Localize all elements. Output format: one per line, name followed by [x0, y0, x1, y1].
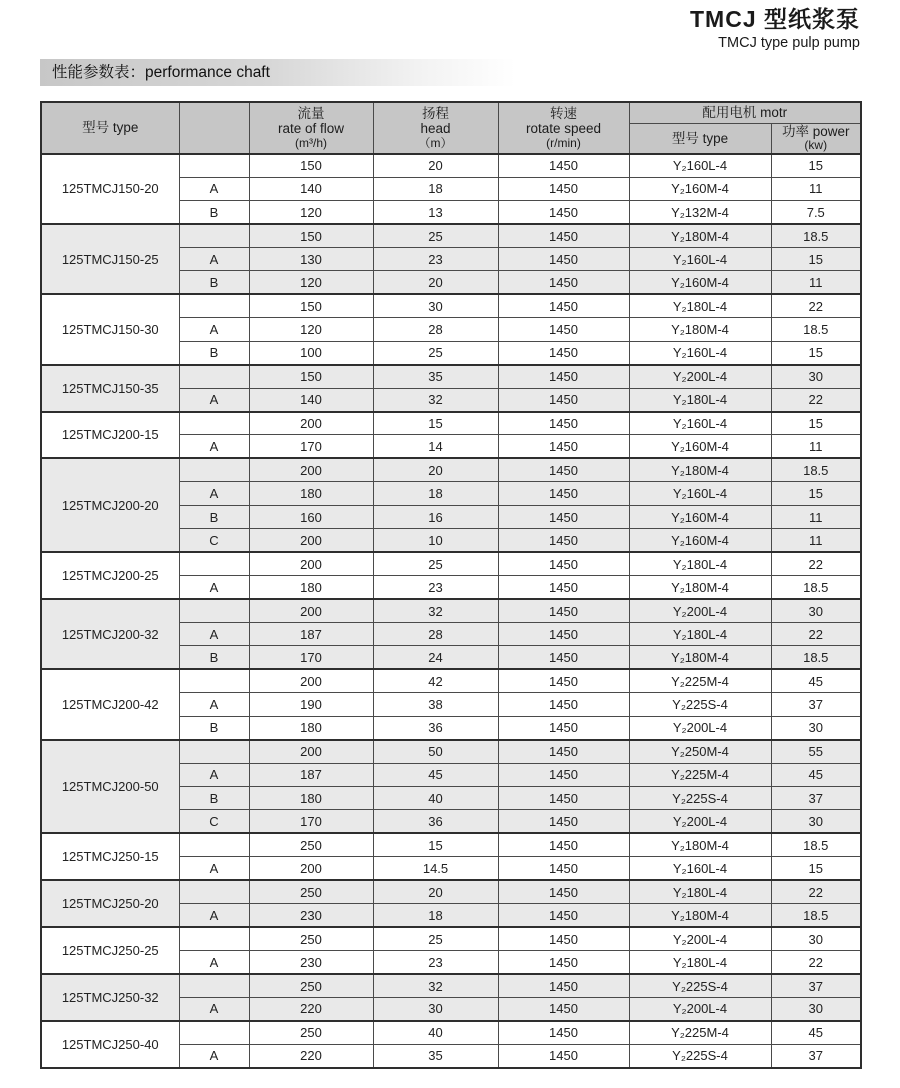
variant-cell: C	[179, 810, 249, 833]
motor-model-cell: Y₂225M-4	[629, 669, 771, 692]
speed-cell: 1450	[498, 1021, 629, 1044]
motor-model-cell: Y₂132M-4	[629, 201, 771, 224]
speed-cell: 1450	[498, 294, 629, 317]
speed-header-unit: (r/min)	[546, 135, 581, 150]
table-row	[41, 833, 861, 856]
power-cell: 22	[771, 552, 861, 575]
model-cell: 125TMCJ200-50	[41, 740, 179, 834]
page-header	[40, 6, 860, 52]
speed-cell: 1450	[498, 833, 629, 856]
speed-cell: 1450	[498, 880, 629, 903]
power-cell: 11	[771, 177, 861, 200]
motor-model-cell: Y₂200L-4	[629, 810, 771, 833]
speed-cell: 1450	[498, 599, 629, 622]
variant-cell	[179, 833, 249, 856]
head-header-cn: 扬程	[422, 106, 449, 122]
flow-cell: 120	[249, 271, 373, 294]
variant-cell	[179, 224, 249, 247]
head-cell: 25	[373, 341, 498, 364]
head-cell: 18	[373, 482, 498, 505]
motor-model-cell: Y₂180M-4	[629, 318, 771, 341]
variant-cell: B	[179, 716, 249, 739]
flow-header-unit: (m³/h)	[295, 135, 327, 150]
speed-cell: 1450	[498, 622, 629, 645]
head-cell: 40	[373, 787, 498, 810]
page-subtitle: TMCJ type pulp pump	[718, 34, 860, 51]
flow-cell: 187	[249, 622, 373, 645]
flow-cell: 160	[249, 505, 373, 528]
power-cell: 15	[771, 857, 861, 880]
power-cell: 37	[771, 974, 861, 997]
head-cell: 36	[373, 810, 498, 833]
variant-cell: C	[179, 529, 249, 552]
motor-model-cell: Y₂160L-4	[629, 341, 771, 364]
power-cell: 11	[771, 271, 861, 294]
motor-model-cell: Y₂160L-4	[629, 857, 771, 880]
variant-cell	[179, 599, 249, 622]
speed-cell: 1450	[498, 505, 629, 528]
model-cell: 125TMCJ150-20	[41, 154, 179, 224]
variant-cell	[179, 740, 249, 763]
speed-header-cn: 转速	[550, 106, 577, 122]
head-cell: 42	[373, 669, 498, 692]
power-cell: 30	[771, 716, 861, 739]
variant-cell	[179, 1021, 249, 1044]
variant-cell	[179, 669, 249, 692]
variant-cell: A	[179, 318, 249, 341]
power-cell: 11	[771, 505, 861, 528]
speed-cell: 1450	[498, 951, 629, 974]
head-cell: 20	[373, 271, 498, 294]
motor-model-cell: Y₂180L-4	[629, 951, 771, 974]
motor-model-cell: Y₂180L-4	[629, 552, 771, 575]
motor-model-cell: Y₂180L-4	[629, 880, 771, 903]
head-cell: 18	[373, 904, 498, 927]
variant-cell	[179, 974, 249, 997]
head-cell: 38	[373, 693, 498, 716]
power-cell: 45	[771, 669, 861, 692]
motor-model-cell: Y₂160M-4	[629, 435, 771, 458]
speed-cell: 1450	[498, 318, 629, 341]
head-cell: 50	[373, 740, 498, 763]
variant-cell: B	[179, 271, 249, 294]
motor-model-cell: Y₂200L-4	[629, 927, 771, 950]
head-cell: 25	[373, 552, 498, 575]
variant-cell: A	[179, 576, 249, 599]
head-header-unit: （m）	[418, 135, 453, 150]
speed-cell: 1450	[498, 341, 629, 364]
flow-cell: 120	[249, 318, 373, 341]
table-row	[41, 880, 861, 903]
table-row	[41, 412, 861, 435]
head-cell: 30	[373, 997, 498, 1020]
flow-cell: 190	[249, 693, 373, 716]
col-header-flow	[249, 102, 373, 154]
head-cell: 20	[373, 458, 498, 481]
power-cell: 30	[771, 997, 861, 1020]
speed-cell: 1450	[498, 763, 629, 786]
motor-model-cell: Y₂160L-4	[629, 247, 771, 270]
head-cell: 36	[373, 716, 498, 739]
motor-model-cell: Y₂200L-4	[629, 716, 771, 739]
table-row	[41, 599, 861, 622]
head-cell: 20	[373, 880, 498, 903]
variant-cell: A	[179, 904, 249, 927]
flow-cell: 200	[249, 529, 373, 552]
flow-header-en: rate of flow	[277, 121, 345, 137]
motor-model-cell: Y₂180L-4	[629, 294, 771, 317]
model-cell: 125TMCJ200-20	[41, 458, 179, 552]
col-header-speed	[498, 102, 629, 154]
motor-model-cell: Y₂180L-4	[629, 622, 771, 645]
speed-cell: 1450	[498, 388, 629, 411]
speed-cell: 1450	[498, 716, 629, 739]
flow-cell: 250	[249, 974, 373, 997]
motor-model-cell: Y₂200L-4	[629, 365, 771, 388]
table-row	[41, 458, 861, 481]
flow-cell: 200	[249, 669, 373, 692]
power-cell: 18.5	[771, 646, 861, 669]
motor-power-unit: (kw)	[804, 137, 828, 152]
flow-cell: 150	[249, 154, 373, 177]
speed-cell: 1450	[498, 435, 629, 458]
head-cell: 10	[373, 529, 498, 552]
speed-cell: 1450	[498, 740, 629, 763]
variant-cell: A	[179, 857, 249, 880]
flow-cell: 250	[249, 880, 373, 903]
speed-cell: 1450	[498, 458, 629, 481]
power-cell: 11	[771, 529, 861, 552]
speed-cell: 1450	[498, 576, 629, 599]
model-cell: 125TMCJ200-32	[41, 599, 179, 669]
power-cell: 30	[771, 365, 861, 388]
variant-cell	[179, 294, 249, 317]
power-cell: 55	[771, 740, 861, 763]
head-cell: 32	[373, 599, 498, 622]
speed-cell: 1450	[498, 247, 629, 270]
motor-model-cell: Y₂160M-4	[629, 505, 771, 528]
power-cell: 18.5	[771, 576, 861, 599]
col-header-variant	[179, 102, 249, 154]
speed-header-en: rotate speed	[525, 121, 602, 137]
model-cell: 125TMCJ200-25	[41, 552, 179, 599]
head-cell: 23	[373, 951, 498, 974]
flow-cell: 200	[249, 599, 373, 622]
speed-cell: 1450	[498, 997, 629, 1020]
flow-cell: 200	[249, 458, 373, 481]
variant-cell	[179, 927, 249, 950]
speed-cell: 1450	[498, 201, 629, 224]
speed-cell: 1450	[498, 271, 629, 294]
flow-cell: 200	[249, 412, 373, 435]
model-cell: 125TMCJ150-35	[41, 365, 179, 412]
variant-cell: A	[179, 622, 249, 645]
flow-cell: 230	[249, 951, 373, 974]
table-row	[41, 740, 861, 763]
head-cell: 23	[373, 247, 498, 270]
head-cell: 30	[373, 294, 498, 317]
speed-cell: 1450	[498, 482, 629, 505]
variant-cell	[179, 880, 249, 903]
flow-cell: 220	[249, 997, 373, 1020]
motor-model-cell: Y₂180M-4	[629, 458, 771, 481]
model-cell: 125TMCJ200-15	[41, 412, 179, 459]
variant-cell: A	[179, 693, 249, 716]
flow-cell: 200	[249, 552, 373, 575]
flow-cell: 180	[249, 576, 373, 599]
flow-cell: 100	[249, 341, 373, 364]
head-cell: 14.5	[373, 857, 498, 880]
model-cell: 125TMCJ250-15	[41, 833, 179, 880]
variant-cell: A	[179, 997, 249, 1020]
flow-cell: 140	[249, 177, 373, 200]
motor-model-cell: Y₂160M-4	[629, 271, 771, 294]
head-cell: 15	[373, 833, 498, 856]
motor-model-cell: Y₂200L-4	[629, 599, 771, 622]
model-cell: 125TMCJ150-25	[41, 224, 179, 294]
power-cell: 18.5	[771, 224, 861, 247]
head-cell: 23	[373, 576, 498, 599]
head-cell: 18	[373, 177, 498, 200]
power-cell: 7.5	[771, 201, 861, 224]
head-cell: 13	[373, 201, 498, 224]
head-cell: 35	[373, 1044, 498, 1067]
variant-cell	[179, 412, 249, 435]
model-cell: 125TMCJ250-20	[41, 880, 179, 927]
performance-table-body	[41, 154, 861, 1068]
speed-cell: 1450	[498, 552, 629, 575]
speed-cell: 1450	[498, 857, 629, 880]
variant-cell: B	[179, 787, 249, 810]
speed-cell: 1450	[498, 974, 629, 997]
speed-cell: 1450	[498, 669, 629, 692]
head-cell: 45	[373, 763, 498, 786]
speed-cell: 1450	[498, 927, 629, 950]
variant-cell	[179, 458, 249, 481]
motor-model-cell: Y₂225M-4	[629, 1021, 771, 1044]
table-row	[41, 552, 861, 575]
table-row	[41, 294, 861, 317]
model-cell: 125TMCJ250-40	[41, 1021, 179, 1068]
table-row	[41, 224, 861, 247]
flow-cell: 150	[249, 294, 373, 317]
speed-cell: 1450	[498, 646, 629, 669]
speed-cell: 1450	[498, 529, 629, 552]
head-cell: 28	[373, 318, 498, 341]
flow-cell: 180	[249, 716, 373, 739]
variant-cell: B	[179, 505, 249, 528]
section-header-label: 性能参数表：performance chaft	[52, 63, 270, 81]
head-header-en: head	[420, 121, 451, 137]
motor-model-cell: Y₂160L-4	[629, 412, 771, 435]
head-cell: 14	[373, 435, 498, 458]
power-cell: 15	[771, 412, 861, 435]
variant-cell: B	[179, 646, 249, 669]
power-cell: 22	[771, 880, 861, 903]
flow-cell: 170	[249, 435, 373, 458]
power-cell: 18.5	[771, 904, 861, 927]
motor-model-cell: Y₂180M-4	[629, 224, 771, 247]
col-header-head	[373, 102, 498, 154]
speed-cell: 1450	[498, 1044, 629, 1067]
flow-cell: 250	[249, 833, 373, 856]
section-header	[40, 59, 860, 86]
col-header-model	[41, 102, 179, 154]
flow-cell: 220	[249, 1044, 373, 1067]
variant-cell: B	[179, 201, 249, 224]
flow-cell: 230	[249, 904, 373, 927]
table-row	[41, 365, 861, 388]
motor-power-label: 功率 power	[781, 124, 850, 140]
head-cell: 24	[373, 646, 498, 669]
flow-cell: 150	[249, 365, 373, 388]
flow-cell: 250	[249, 927, 373, 950]
speed-cell: 1450	[498, 810, 629, 833]
motor-model-cell: Y₂200L-4	[629, 997, 771, 1020]
speed-cell: 1450	[498, 904, 629, 927]
flow-cell: 180	[249, 482, 373, 505]
power-cell: 22	[771, 294, 861, 317]
motor-model-cell: Y₂250M-4	[629, 740, 771, 763]
variant-cell: A	[179, 177, 249, 200]
performance-table	[40, 101, 862, 1069]
col-header-motor-model	[629, 124, 771, 154]
variant-cell: A	[179, 482, 249, 505]
variant-cell	[179, 154, 249, 177]
power-cell: 22	[771, 622, 861, 645]
power-cell: 30	[771, 810, 861, 833]
flow-cell: 250	[249, 1021, 373, 1044]
power-cell: 37	[771, 787, 861, 810]
power-cell: 45	[771, 1021, 861, 1044]
flow-cell: 200	[249, 740, 373, 763]
speed-cell: 1450	[498, 412, 629, 435]
col-header-motor-group	[629, 102, 861, 124]
motor-model-cell: Y₂225S-4	[629, 1044, 771, 1067]
power-cell: 11	[771, 435, 861, 458]
flow-cell: 180	[249, 787, 373, 810]
flow-cell: 150	[249, 224, 373, 247]
motor-model-cell: Y₂160M-4	[629, 177, 771, 200]
power-cell: 30	[771, 927, 861, 950]
model-cell: 125TMCJ200-42	[41, 669, 179, 739]
motor-model-cell: Y₂180M-4	[629, 904, 771, 927]
flow-cell: 130	[249, 247, 373, 270]
motor-group-label: 配用电机 motr	[702, 105, 788, 121]
power-cell: 15	[771, 482, 861, 505]
variant-cell: A	[179, 388, 249, 411]
power-cell: 18.5	[771, 458, 861, 481]
speed-cell: 1450	[498, 693, 629, 716]
motor-model-cell: Y₂225S-4	[629, 974, 771, 997]
speed-cell: 1450	[498, 224, 629, 247]
variant-cell	[179, 365, 249, 388]
flow-cell: 170	[249, 646, 373, 669]
head-cell: 32	[373, 388, 498, 411]
motor-model-cell: Y₂225S-4	[629, 693, 771, 716]
power-cell: 15	[771, 247, 861, 270]
head-cell: 32	[373, 974, 498, 997]
flow-cell: 200	[249, 857, 373, 880]
speed-cell: 1450	[498, 787, 629, 810]
variant-cell	[179, 552, 249, 575]
head-cell: 20	[373, 154, 498, 177]
variant-cell: A	[179, 247, 249, 270]
table-row	[41, 927, 861, 950]
flow-header-cn: 流量	[297, 106, 325, 122]
speed-cell: 1450	[498, 154, 629, 177]
motor-model-cell: Y₂160M-4	[629, 529, 771, 552]
table-row	[41, 1021, 861, 1044]
variant-cell: A	[179, 951, 249, 974]
speed-cell: 1450	[498, 365, 629, 388]
motor-model-cell: Y₂180L-4	[629, 388, 771, 411]
head-cell: 28	[373, 622, 498, 645]
table-row	[41, 669, 861, 692]
page-title: TMCJ 型纸浆泵	[690, 6, 860, 32]
speed-cell: 1450	[498, 177, 629, 200]
power-cell: 22	[771, 951, 861, 974]
col-header-model-label: 型号 type	[82, 120, 139, 136]
table-row	[41, 154, 861, 177]
motor-model-cell: Y₂180M-4	[629, 833, 771, 856]
power-cell: 37	[771, 693, 861, 716]
table-row	[41, 974, 861, 997]
head-cell: 40	[373, 1021, 498, 1044]
power-cell: 15	[771, 341, 861, 364]
power-cell: 18.5	[771, 318, 861, 341]
flow-cell: 120	[249, 201, 373, 224]
power-cell: 37	[771, 1044, 861, 1067]
motor-model-cell: Y₂225M-4	[629, 763, 771, 786]
variant-cell: A	[179, 1044, 249, 1067]
model-cell: 125TMCJ250-25	[41, 927, 179, 974]
head-cell: 16	[373, 505, 498, 528]
power-cell: 30	[771, 599, 861, 622]
motor-model-cell: Y₂180M-4	[629, 576, 771, 599]
head-cell: 35	[373, 365, 498, 388]
head-cell: 15	[373, 412, 498, 435]
power-cell: 22	[771, 388, 861, 411]
variant-cell: A	[179, 763, 249, 786]
flow-cell: 187	[249, 763, 373, 786]
motor-model-cell: Y₂160L-4	[629, 482, 771, 505]
variant-cell: A	[179, 435, 249, 458]
head-cell: 25	[373, 927, 498, 950]
motor-model-cell: Y₂225S-4	[629, 787, 771, 810]
model-cell: 125TMCJ250-32	[41, 974, 179, 1021]
variant-cell: B	[179, 341, 249, 364]
motor-model-cell: Y₂180M-4	[629, 646, 771, 669]
head-cell: 25	[373, 224, 498, 247]
power-cell: 15	[771, 154, 861, 177]
flow-cell: 170	[249, 810, 373, 833]
motor-model-cell: Y₂160L-4	[629, 154, 771, 177]
model-cell: 125TMCJ150-30	[41, 294, 179, 364]
motor-model-label: 型号 type	[671, 130, 729, 146]
power-cell: 45	[771, 763, 861, 786]
col-header-motor-power	[771, 124, 861, 154]
flow-cell: 140	[249, 388, 373, 411]
power-cell: 18.5	[771, 833, 861, 856]
